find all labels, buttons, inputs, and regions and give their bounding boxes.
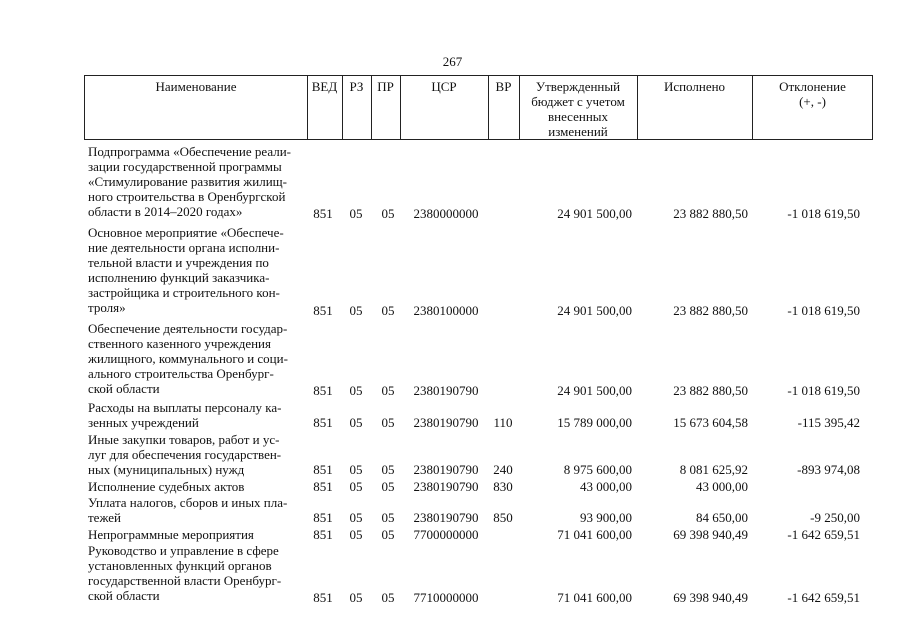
- row-vr: 240: [493, 462, 513, 477]
- row-name: Обеспечение деятельности государ- ственного казенного учреждения жилищного, коммунального и соци- ального строительства Оренбург- ской области: [88, 321, 288, 396]
- row-done: 43 000,00: [696, 479, 748, 494]
- row-pr: 05: [381, 415, 395, 430]
- row-rz: 05: [349, 479, 363, 494]
- table-row: [0, 495, 905, 525]
- row-budget: 8 975 600,00: [563, 462, 632, 477]
- row-rz: 05: [349, 206, 363, 221]
- page-number: 267: [442, 54, 463, 69]
- row-deviation: -1 018 619,50: [787, 383, 860, 398]
- row-name: Уплата налогов, сборов и иных пла- тежей: [88, 495, 288, 525]
- row-pr: 05: [381, 462, 395, 477]
- row-budget: 15 789 000,00: [557, 415, 632, 430]
- header-csr: ЦСР: [431, 79, 457, 94]
- table-row: [0, 543, 905, 605]
- row-pr: 05: [381, 206, 395, 221]
- row-rz: 05: [349, 383, 363, 398]
- row-done: 23 882 880,50: [673, 206, 748, 221]
- row-deviation: -1 018 619,50: [787, 303, 860, 318]
- row-name: Исполнение судебных актов: [88, 479, 245, 494]
- row-done: 23 882 880,50: [673, 383, 748, 398]
- header-pr: ПР: [377, 79, 394, 94]
- row-rz: 05: [349, 590, 363, 605]
- table-row: [0, 321, 905, 398]
- table-row: [0, 400, 905, 430]
- row-ved: 851: [313, 303, 333, 318]
- row-deviation: -1 642 659,51: [787, 590, 860, 605]
- row-ved: 851: [313, 462, 333, 477]
- row-pr: 05: [381, 510, 395, 525]
- header-budget: Утвержденный бюджет с учетом внесенных изменений: [531, 79, 625, 139]
- row-csr: 7710000000: [413, 590, 479, 605]
- row-done: 15 673 604,58: [673, 415, 748, 430]
- row-ved: 851: [313, 383, 333, 398]
- row-deviation: -1 642 659,51: [787, 527, 860, 542]
- row-vr: 110: [493, 415, 513, 430]
- row-vr: 830: [493, 479, 513, 494]
- header-ved: ВЕД: [311, 79, 338, 94]
- table-row: [0, 432, 905, 477]
- row-done: 69 398 940,49: [673, 590, 748, 605]
- row-name: Основное мероприятие «Обеспече- ние деятельности органа исполни- тельной власти и учреждения по исполнению функций заказчика- застройщика и строительного кон- троля»: [88, 225, 284, 315]
- row-name: Иные закупки товаров, работ и ус- луг для обеспечения государствен- ных (муниципальных) нужд: [88, 432, 282, 477]
- row-ved: 851: [313, 479, 333, 494]
- header-vr: ВР: [495, 79, 512, 94]
- row-done: 8 081 625,92: [679, 462, 748, 477]
- row-csr: 2380190790: [413, 479, 479, 494]
- row-budget: 24 901 500,00: [557, 303, 632, 318]
- row-budget: 71 041 600,00: [557, 527, 632, 542]
- row-csr: 2380100000: [413, 303, 479, 318]
- row-deviation: -893 974,08: [797, 462, 860, 477]
- row-ved: 851: [313, 527, 333, 542]
- row-csr: 2380190790: [413, 462, 479, 477]
- header-deviation: Отклонение (+, -): [779, 79, 846, 109]
- row-budget: 24 901 500,00: [557, 383, 632, 398]
- row-budget: 24 901 500,00: [557, 206, 632, 221]
- row-rz: 05: [349, 415, 363, 430]
- row-vr: 850: [493, 510, 513, 525]
- row-pr: 05: [381, 527, 395, 542]
- row-done: 23 882 880,50: [673, 303, 748, 318]
- row-pr: 05: [381, 303, 395, 318]
- row-csr: 2380190790: [413, 415, 479, 430]
- row-deviation: -115 395,42: [797, 415, 860, 430]
- row-ved: 851: [313, 590, 333, 605]
- row-done: 84 650,00: [696, 510, 748, 525]
- row-deviation: -1 018 619,50: [787, 206, 860, 221]
- row-ved: 851: [313, 206, 333, 221]
- row-pr: 05: [381, 479, 395, 494]
- row-budget: 43 000,00: [580, 479, 632, 494]
- row-budget: 71 041 600,00: [557, 590, 632, 605]
- table-row: [0, 225, 905, 318]
- row-ved: 851: [313, 510, 333, 525]
- row-csr: 2380000000: [413, 206, 479, 221]
- row-deviation: -9 250,00: [810, 510, 860, 525]
- table-header: [84, 75, 873, 140]
- row-name: Подпрограмма «Обеспечение реали- зации государственной программы «Стимулирование развития жилищ- ного строительства в Оренбургской области в 2014–2020 годах»: [88, 144, 291, 219]
- row-ved: 851: [313, 415, 333, 430]
- row-budget: 93 900,00: [580, 510, 632, 525]
- row-name: Непрограммные мероприятия: [88, 527, 254, 542]
- row-rz: 05: [349, 462, 363, 477]
- header-name: Наименование: [155, 79, 237, 94]
- row-rz: 05: [349, 303, 363, 318]
- row-done: 69 398 940,49: [673, 527, 748, 542]
- row-pr: 05: [381, 383, 395, 398]
- header-rz: РЗ: [349, 79, 364, 94]
- row-csr: 7700000000: [413, 527, 479, 542]
- header-done: Исполнено: [663, 79, 726, 94]
- row-csr: 2380190790: [413, 510, 479, 525]
- row-csr: 2380190790: [413, 383, 479, 398]
- row-name: Расходы на выплаты персоналу ка- зенных учреждений: [88, 400, 282, 430]
- row-rz: 05: [349, 527, 363, 542]
- table-row: [0, 527, 905, 542]
- table-row: [0, 144, 905, 221]
- row-rz: 05: [349, 510, 363, 525]
- row-pr: 05: [381, 590, 395, 605]
- table-row: [0, 479, 905, 494]
- row-name: Руководство и управление в сфере установленных функций органов государственной власти Оренбург- ской области: [88, 543, 282, 603]
